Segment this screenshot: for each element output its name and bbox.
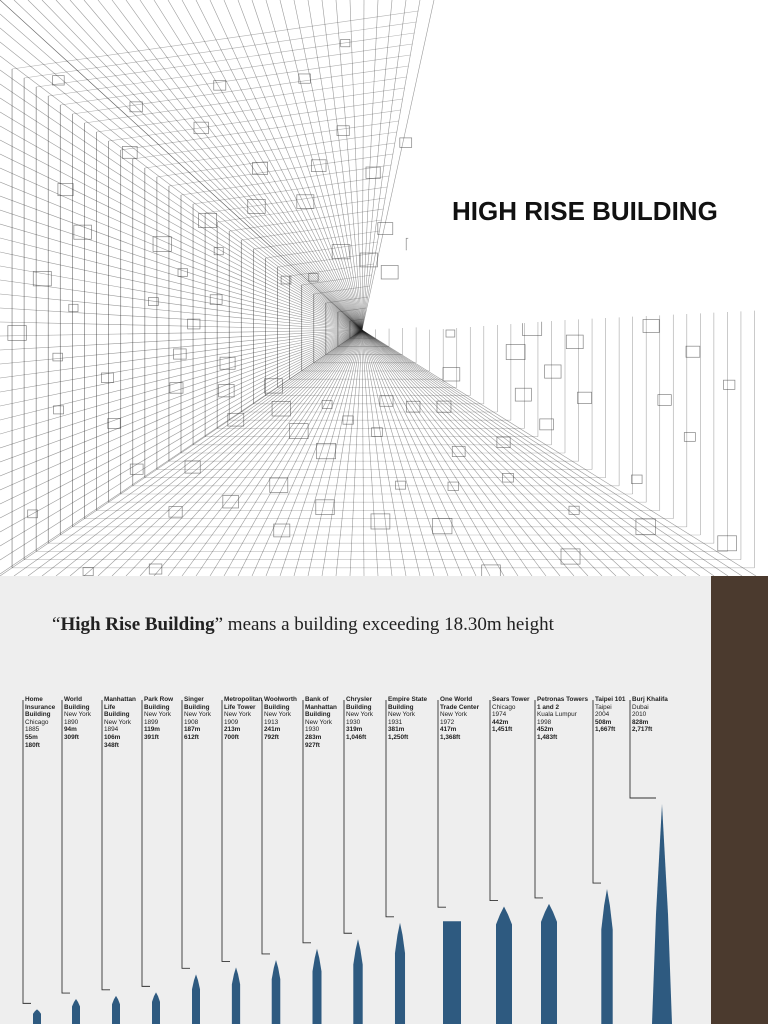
building-label-name: World Building [64, 696, 90, 711]
building-label-height: 213m [224, 726, 241, 734]
building-label-city: New York [346, 711, 373, 719]
building-label-city: New York [104, 718, 131, 726]
building-label-height: 309ft [64, 733, 79, 741]
building-bar [601, 889, 612, 1024]
definition-term: High Rise Building [60, 614, 215, 635]
building-label [25, 696, 59, 749]
quote-close: ” [214, 614, 224, 635]
building-label-height: 508m [595, 718, 612, 726]
building-label-city: Chicago [25, 718, 49, 726]
building-label-height: 283m [305, 733, 322, 741]
building-label-year: 1972 [440, 718, 455, 726]
building-label-year: 1899 [144, 718, 159, 726]
building-bar [353, 939, 362, 1024]
building-label-height: 1,451ft [492, 726, 513, 734]
building-label-height: 417m [440, 726, 457, 734]
building-bar [112, 996, 120, 1024]
building-label [492, 696, 534, 734]
building-label-year: 1908 [184, 718, 199, 726]
building-label [224, 696, 262, 742]
building-label-name: One World Trade Center [440, 696, 480, 711]
building-label-city: New York [305, 718, 332, 726]
skyscraper-chart [0, 686, 710, 1024]
building-label-city: New York [224, 711, 251, 719]
building-label-name: Bank of Manhattan Building [305, 696, 337, 719]
definition-text [52, 614, 554, 636]
building-label-height: 55m [25, 733, 38, 741]
slide-title: HIGH RISE BUILDING [452, 196, 718, 226]
building-label [64, 696, 102, 742]
building-label-city: New York [144, 711, 171, 719]
building-label-year: 1894 [104, 726, 119, 734]
building-bar [272, 960, 281, 1024]
building-label-height: 1,250ft [388, 733, 409, 741]
building-bar [496, 907, 512, 1024]
quote-open: “ [52, 614, 61, 635]
building-bar [192, 974, 200, 1024]
building-label-city: Dubai [632, 703, 649, 711]
building-label-height: 1,483ft [537, 733, 558, 741]
building-label-height: 241m [264, 726, 281, 734]
building-label-year: 1931 [388, 718, 403, 726]
building-label-name: Woolworth Building [264, 696, 297, 711]
building-label [346, 696, 384, 742]
building-label-height: 612ft [184, 733, 199, 741]
building-label-name: Manhattan Life Building [104, 696, 136, 719]
building-label-name: Sears Tower [492, 696, 530, 703]
building-label-city: Chicago [492, 703, 516, 711]
building-label [440, 696, 488, 742]
building-label-height: 442m [492, 718, 509, 726]
building-label [264, 696, 302, 742]
building-bar [33, 1009, 41, 1024]
building-label-year: 1909 [224, 718, 239, 726]
building-bar [541, 904, 557, 1024]
building-label-height: 927ft [305, 741, 320, 749]
building-bar [72, 999, 80, 1024]
building-label-name: Park Row Building [144, 696, 174, 711]
building-label-name: Singer Building [184, 696, 210, 711]
building-label-height: 348ft [104, 741, 119, 749]
building-bar [652, 804, 672, 1024]
building-label-height: 381m [388, 726, 405, 734]
building-label-year: 2004 [595, 711, 610, 719]
building-label-height: 106m [104, 733, 121, 741]
building-label-height: 1,046ft [346, 733, 367, 741]
building-label-height: 792ft [264, 733, 279, 741]
building-label-height: 1,667ft [595, 726, 616, 734]
building-label-city: Kuala Lumpur [537, 711, 577, 719]
building-label-year: 1890 [64, 718, 79, 726]
building-label-height: 319m [346, 726, 363, 734]
building-label-year: 1885 [25, 726, 40, 734]
building-label-height: 828m [632, 718, 649, 726]
building-label-city: New York [264, 711, 291, 719]
building-label-year: 1930 [305, 726, 320, 734]
building-bar [232, 967, 240, 1024]
building-label-year: 1974 [492, 711, 507, 719]
building-label-height: 180ft [25, 741, 40, 749]
brown-sidebar [711, 576, 768, 1024]
building-label-year: 1913 [264, 718, 279, 726]
building-bar [152, 992, 160, 1024]
building-bracket [142, 700, 150, 986]
building-label [104, 696, 142, 749]
building-label [305, 696, 343, 749]
building-label-city: New York [440, 711, 467, 719]
building-label-height: 94m [64, 726, 77, 734]
building-label-name: Chrysler Building [346, 696, 372, 711]
building-label [537, 696, 591, 742]
building-label-name: Petronas Towers 1 and 2 [537, 696, 589, 711]
building-label [144, 696, 182, 742]
building-label-city: Taipei [595, 703, 612, 711]
building-label-city: New York [64, 711, 91, 719]
building-label [595, 696, 629, 734]
building-label [388, 696, 436, 742]
building-bar [395, 923, 405, 1024]
building-label-year: 2010 [632, 711, 647, 719]
building-label [184, 696, 222, 742]
building-label-height: 700ft [224, 733, 239, 741]
building-label-year: 1998 [537, 718, 552, 726]
building-label-height: 187m [184, 726, 201, 734]
building-label-name: Burj Khalifa [632, 696, 668, 703]
building-label-height: 2,717ft [632, 726, 653, 734]
building-label-name: Taipei 101 [595, 696, 626, 703]
building-label-height: 119m [144, 726, 160, 734]
building-bar [312, 949, 321, 1024]
building-label-height: 1,368ft [440, 733, 461, 741]
building-label-name: Empire State Building [388, 696, 428, 711]
building-bracket [62, 700, 70, 993]
building-label-name: Home Insurance Building [25, 696, 56, 719]
building-label-city: New York [184, 711, 211, 719]
building-label-city: New York [388, 711, 415, 719]
building-label-name: Metropolitan Life Tower [224, 696, 263, 711]
building-label-year: 1930 [346, 718, 361, 726]
definition-body: means a building exceeding 18.30m height [223, 614, 554, 635]
building-bar [443, 921, 461, 1024]
building-label [632, 696, 676, 734]
slide-definition [0, 576, 768, 1024]
building-label-height: 452m [537, 726, 554, 734]
building-label-height: 391ft [144, 733, 159, 741]
